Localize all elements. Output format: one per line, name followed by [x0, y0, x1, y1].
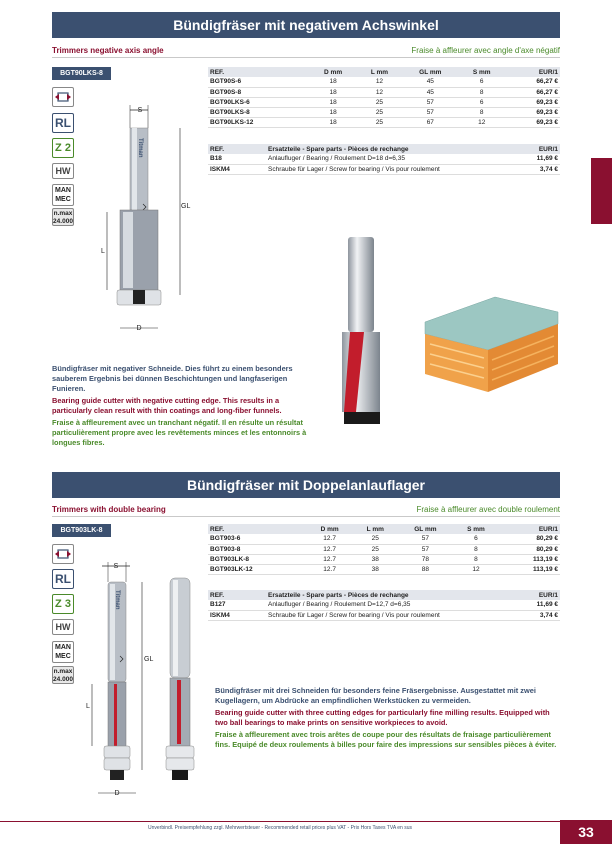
- section2-subtitle-fr: Fraise à affleurer avec double roulement: [416, 505, 560, 514]
- col-d: D mm: [309, 67, 356, 77]
- rotation-icon: [52, 544, 74, 564]
- section2-cutter-diagram: [80, 560, 210, 800]
- description-de: Bündigfräser mit drei Schneiden für besonders feine Fräsergebnisse. Ausgestattet mit zwei Kugellagern, um Abdrücke an empfindlichen Werkstücken zu vermeiden.: [215, 686, 536, 705]
- col-price: EUR/1: [523, 144, 560, 154]
- col-description: Ersatzteile - Spare parts - Pièces de rechange: [266, 144, 523, 154]
- table-row: BGT903LK-12 12.7 38 88 12 113,19 €: [210, 565, 558, 573]
- description-fr: Fraise à affleurement avec trois arêtes de coupe pour des résultats de fraisage particulièrement fins. Equipé de deux roulements à billes pour faire des impressions sur sensibles pièces à éviter.: [215, 730, 557, 749]
- description-fr: Fraise à affleurement avec un tranchant négatif. Il en résulte un résultat particulièrement propre avec les revêtements minces et les entonnoirs à longues fibres.: [52, 418, 307, 447]
- col-price: EUR/1: [523, 590, 560, 600]
- nmax-badge: [52, 208, 74, 226]
- dim-s: S: [137, 107, 143, 114]
- col-s: S mm: [453, 524, 499, 534]
- section2-description: [215, 686, 560, 752]
- table-row: BGT903-8 12.7 25 57 8 80,29 €: [210, 545, 558, 553]
- page-number: 33: [560, 820, 612, 844]
- section1-divider: [52, 57, 560, 58]
- dim-s: S: [113, 563, 119, 570]
- hw-badge: HW: [52, 619, 74, 635]
- section2-title: Bündigfräser mit Doppelanlauflager: [52, 472, 560, 498]
- mec-label: MEC: [55, 196, 71, 203]
- nmax-label: n.max: [53, 210, 73, 217]
- section1-cutter-diagram: [95, 100, 205, 340]
- section-side-tab: [591, 158, 612, 224]
- col-ref: REF.: [208, 144, 266, 154]
- description-en: Bearing guide cutter with three cutting edges for particularly fine milling results. Equipped with two ball bearings to make prints on sensitive workpieces to avoid.: [215, 708, 550, 727]
- table-header-row: [208, 590, 560, 600]
- section2-product-table: [208, 524, 560, 575]
- table-row: ISKM4 Schraube für Lager / Screw for bearing / Vis pour roulement 3,74 €: [210, 165, 558, 173]
- col-l: L mm: [353, 524, 398, 534]
- col-price: EUR/1: [499, 524, 560, 534]
- table-row: BGT90LKS-12 18 25 67 12 69,23 €: [210, 118, 558, 126]
- description-de: Bündigfräser mit negativer Schneide. Dies führt zu einem besonders sauberem Ergebnis bei dünnen Beschichtungen und langfaserigen Funieren.: [52, 364, 293, 393]
- table-row: BGT90S-6 18 12 45 6 66,27 €: [210, 78, 558, 86]
- dim-l: L: [101, 248, 105, 255]
- section2-code-tag: BGT903LK-8: [52, 524, 111, 537]
- table-row: BGT903-6 12.7 25 57 6 80,29 €: [210, 535, 558, 543]
- section1-code-tag: BGT90LKS-8: [52, 67, 111, 80]
- dim-d: D: [136, 325, 142, 332]
- table-header-row: [208, 524, 560, 534]
- section1-subtitle-fr: Fraise à affleurer avec angle d'axe négatif: [411, 46, 560, 55]
- section2-spare-parts-table: [208, 590, 560, 621]
- z-badge: Z 2: [52, 138, 74, 158]
- col-d: D mm: [306, 524, 353, 534]
- section1-title: Bündigfräser mit negativem Achswinkel: [52, 12, 560, 38]
- col-price: EUR/1: [505, 67, 560, 77]
- section1-description: [52, 364, 310, 450]
- nmax-value: 24.000: [53, 218, 73, 225]
- col-ref: REF.: [208, 590, 266, 600]
- col-ref: REF.: [208, 524, 306, 534]
- col-l: L mm: [357, 67, 402, 77]
- nmax-value: 24.000: [53, 676, 73, 683]
- brand-mark: Titman: [114, 590, 120, 610]
- dim-gl: GL: [181, 203, 191, 210]
- man-label: MAN: [55, 187, 71, 194]
- table-row: BGT90LKS-8 18 25 57 8 69,23 €: [210, 108, 558, 116]
- nmax-badge: [52, 666, 74, 684]
- dim-gl: GL: [144, 656, 154, 663]
- nmax-label: n.max: [53, 668, 73, 675]
- section1-product-table: [208, 67, 560, 128]
- workpiece-illustration: [420, 292, 560, 402]
- section2-subtitle-en: Trimmers with double bearing: [52, 505, 166, 514]
- table-row: BGT90S-8 18 12 45 8 66,27 €: [210, 88, 558, 96]
- section2-divider: [52, 516, 560, 517]
- section1-cutter-photo: [330, 232, 410, 432]
- table-header-row: [208, 144, 560, 154]
- section1-spare-parts-table: [208, 144, 560, 175]
- col-description: Ersatzteile - Spare parts - Pièces de rechange: [266, 590, 523, 600]
- rl-badge: RL: [52, 569, 74, 589]
- dim-d: D: [114, 790, 120, 797]
- mec-label: MEC: [55, 653, 71, 660]
- man-label: MAN: [55, 644, 71, 651]
- hw-badge: HW: [52, 163, 74, 179]
- col-s: S mm: [458, 67, 504, 77]
- brand-mark: Titman: [137, 138, 143, 158]
- col-gl: GL mm: [402, 67, 458, 77]
- table-row: BGT903LK-8 12.7 38 78 8 113,19 €: [210, 555, 558, 563]
- z-badge: Z 3: [52, 594, 74, 614]
- rotation-icon: [52, 87, 74, 107]
- table-row: ISKM4 Schraube für Lager / Screw for bearing / Vis pour roulement 3,74 €: [210, 611, 558, 619]
- col-gl: GL mm: [398, 524, 453, 534]
- col-ref: REF.: [208, 67, 309, 77]
- table-row: BGT90LKS-6 18 25 57 6 69,23 €: [210, 98, 558, 106]
- table-row: B18 Anlaufluger / Bearing / Roulement D=18 d=6,35 11,69 €: [210, 155, 558, 163]
- table-row: B127 Anlaufluger / Bearing / Roulement D=12,7 d=6,35 11,69 €: [210, 601, 558, 609]
- section1-subtitle-en: Trimmers negative axis angle: [52, 46, 164, 55]
- man-mec-badge: [52, 641, 74, 663]
- footer-divider: [0, 821, 560, 822]
- man-mec-badge: [52, 184, 74, 206]
- footer-disclaimer: Unverbindl. Preisempfehlung zzgl. Mehrwertsteuer - Recommended retail prices plus VAT - Prix Hors Taxes TVA en sus: [148, 825, 412, 831]
- description-en: Bearing guide cutter with negative cutting edge. This results in a particularly clean result with thin coatings and long-fiber funnels.: [52, 396, 282, 415]
- rl-badge: RL: [52, 113, 74, 133]
- dim-l: L: [86, 703, 90, 710]
- table-header-row: [208, 67, 560, 77]
